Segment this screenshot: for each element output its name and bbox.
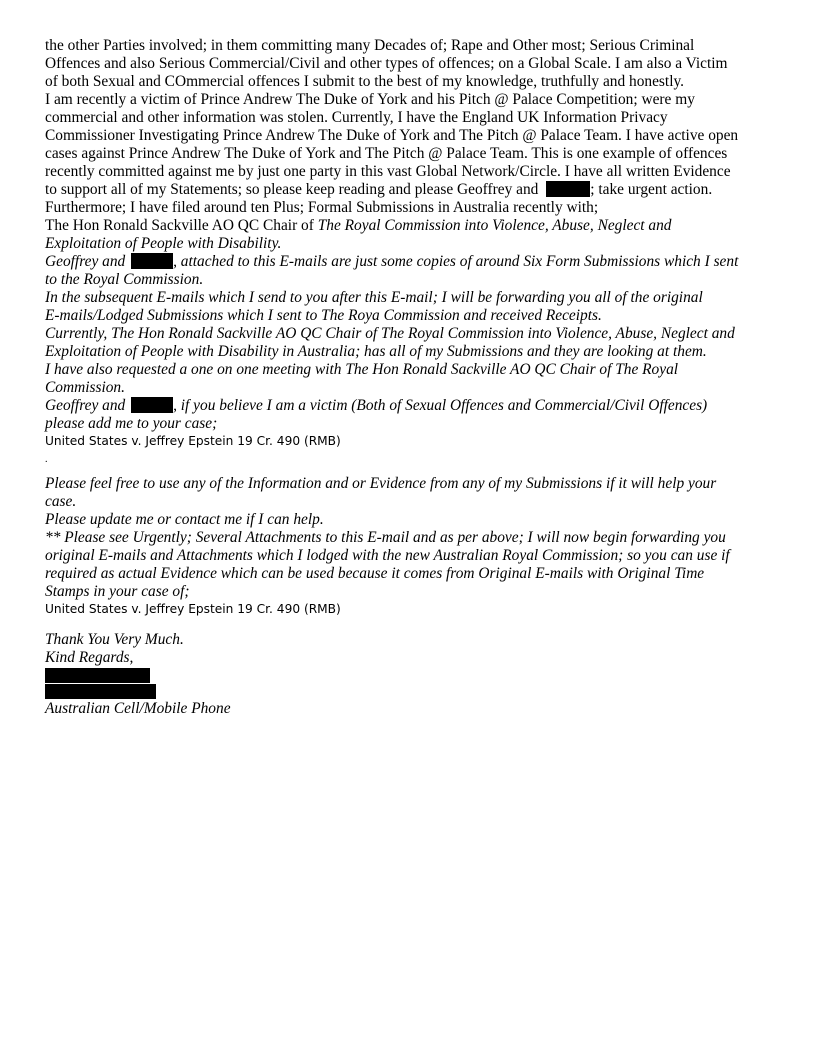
text-line: Exploitation of People with Disability in Australia; has all of my Submissions and they are looking at them. xyxy=(45,343,707,360)
text-segment: to support all of my Statements; so please keep reading and please Geoffrey and xyxy=(45,181,539,198)
text-line: commercial and other information was stolen. Currently, I have the England UK Information Privacy xyxy=(45,109,668,126)
text-line: the other Parties involved; in them committing many Decades of; Rape and Other most; Serious Criminal xyxy=(45,37,695,54)
case-reference: United States v. Jeffrey Epstein 19 Cr. 490 (RMB) xyxy=(45,434,341,448)
separator-dot: . xyxy=(45,454,48,465)
text-line: Stamps in your case of; xyxy=(45,583,190,600)
text-segment: , attached to this E-mails are just some copies of around Six Form Submissions which I sent xyxy=(173,253,739,270)
text-line: Offences and also Serious Commercial/Civil and other types of offences; on a Global Scale. I am also a Victim xyxy=(45,55,728,72)
text-line: Please feel free to use any of the Information and or Evidence from any of my Submissions if it will help your xyxy=(45,475,717,492)
text-segment: Geoffrey and xyxy=(45,253,126,270)
paragraph-use-information xyxy=(45,475,775,511)
text-line: ** Please see Urgently; Several Attachments to this E-mail and as per above; I will now begin forwarding you xyxy=(45,529,726,546)
text-line: I am recently a victim of Prince Andrew The Duke of York and his Pitch @ Palace Competition; were my xyxy=(45,91,695,108)
paragraph-contact: Please update me or contact me if I can help. xyxy=(45,511,324,528)
text-line xyxy=(45,217,775,235)
text-line: original E-mails and Attachments which I lodged with the new Australian Royal Commission; so you can use if xyxy=(45,547,730,564)
text-line: please add me to your case; xyxy=(45,415,218,432)
paragraph-add-to-case xyxy=(45,397,775,433)
paragraph-currently xyxy=(45,325,775,361)
text-line: of both Sexual and COmmercial offences I submit to the best of my knowledge, truthfully and honestly. xyxy=(45,73,685,90)
paragraph-urgent-attachments xyxy=(45,529,775,601)
text-line: Commissioner Investigating Prince Andrew The Duke of York and The Pitch @ Palace Team. I have active open xyxy=(45,127,739,144)
redaction-bar xyxy=(131,397,173,413)
closing-regards: Kind Regards, xyxy=(45,649,134,666)
text-line: Currently, The Hon Ronald Sackville AO QC Chair of The Royal Commission into Violence, Abuse, Neglect and xyxy=(45,325,735,342)
text-line: Commission. xyxy=(45,379,125,396)
paragraph-meeting xyxy=(45,361,775,397)
text-line xyxy=(45,397,775,415)
paragraph-attachments xyxy=(45,253,775,289)
text-line: In the subsequent E-mails which I send to you after this E-mail; I will be forwarding you all of the original xyxy=(45,289,703,306)
text-line xyxy=(45,181,775,199)
text-segment: The Royal Commission into Violence, Abuse, Neglect and xyxy=(317,217,672,234)
redacted-name xyxy=(45,668,150,683)
paragraph-prince-andrew xyxy=(45,91,775,199)
case-reference: United States v. Jeffrey Epstein 19 Cr. 490 (RMB) xyxy=(45,602,341,616)
text-line: Exploitation of People with Disability. xyxy=(45,235,282,252)
closing-thanks: Thank You Very Much. xyxy=(45,631,184,648)
text-line: required as actual Evidence which can be used because it comes from Original E-mails with Original Time xyxy=(45,565,705,582)
text-line: I have also requested a one on one meeting with The Hon Ronald Sackville AO QC Chair of The Royal xyxy=(45,361,679,378)
text-segment: Geoffrey and xyxy=(45,397,126,414)
text-segment: The Hon Ronald Sackville AO QC Chair of xyxy=(45,217,318,234)
text-line: cases against Prince Andrew The Duke of York and The Pitch @ Palace Team. This is one example of offences xyxy=(45,145,728,162)
text-line: recently committed against me by just one party in this vast Global Network/Circle. I have all written Evidence xyxy=(45,163,731,180)
redaction-bar xyxy=(131,253,173,269)
text-segment: ; take urgent action. xyxy=(590,181,713,198)
paragraph-subsequent-emails xyxy=(45,289,775,325)
text-line xyxy=(45,253,775,271)
document-page xyxy=(45,37,775,718)
text-segment: , if you believe I am a victim (Both of Sexual Offences and Commercial/Civil Offences) xyxy=(173,397,708,414)
paragraph-intro xyxy=(45,37,775,91)
redaction-bar xyxy=(546,181,590,197)
redacted-phone xyxy=(45,684,156,699)
text-line: E-mails/Lodged Submissions which I sent to The Roya Commission and received Receipts. xyxy=(45,307,602,324)
closing-block xyxy=(45,631,775,718)
paragraph-submissions xyxy=(45,199,775,253)
text-line: to the Royal Commission. xyxy=(45,271,204,288)
text-line: Furthermore; I have filed around ten Plus; Formal Submissions in Australia recently with; xyxy=(45,199,599,216)
phone-label: Australian Cell/Mobile Phone xyxy=(45,700,231,717)
text-line: case. xyxy=(45,493,77,510)
